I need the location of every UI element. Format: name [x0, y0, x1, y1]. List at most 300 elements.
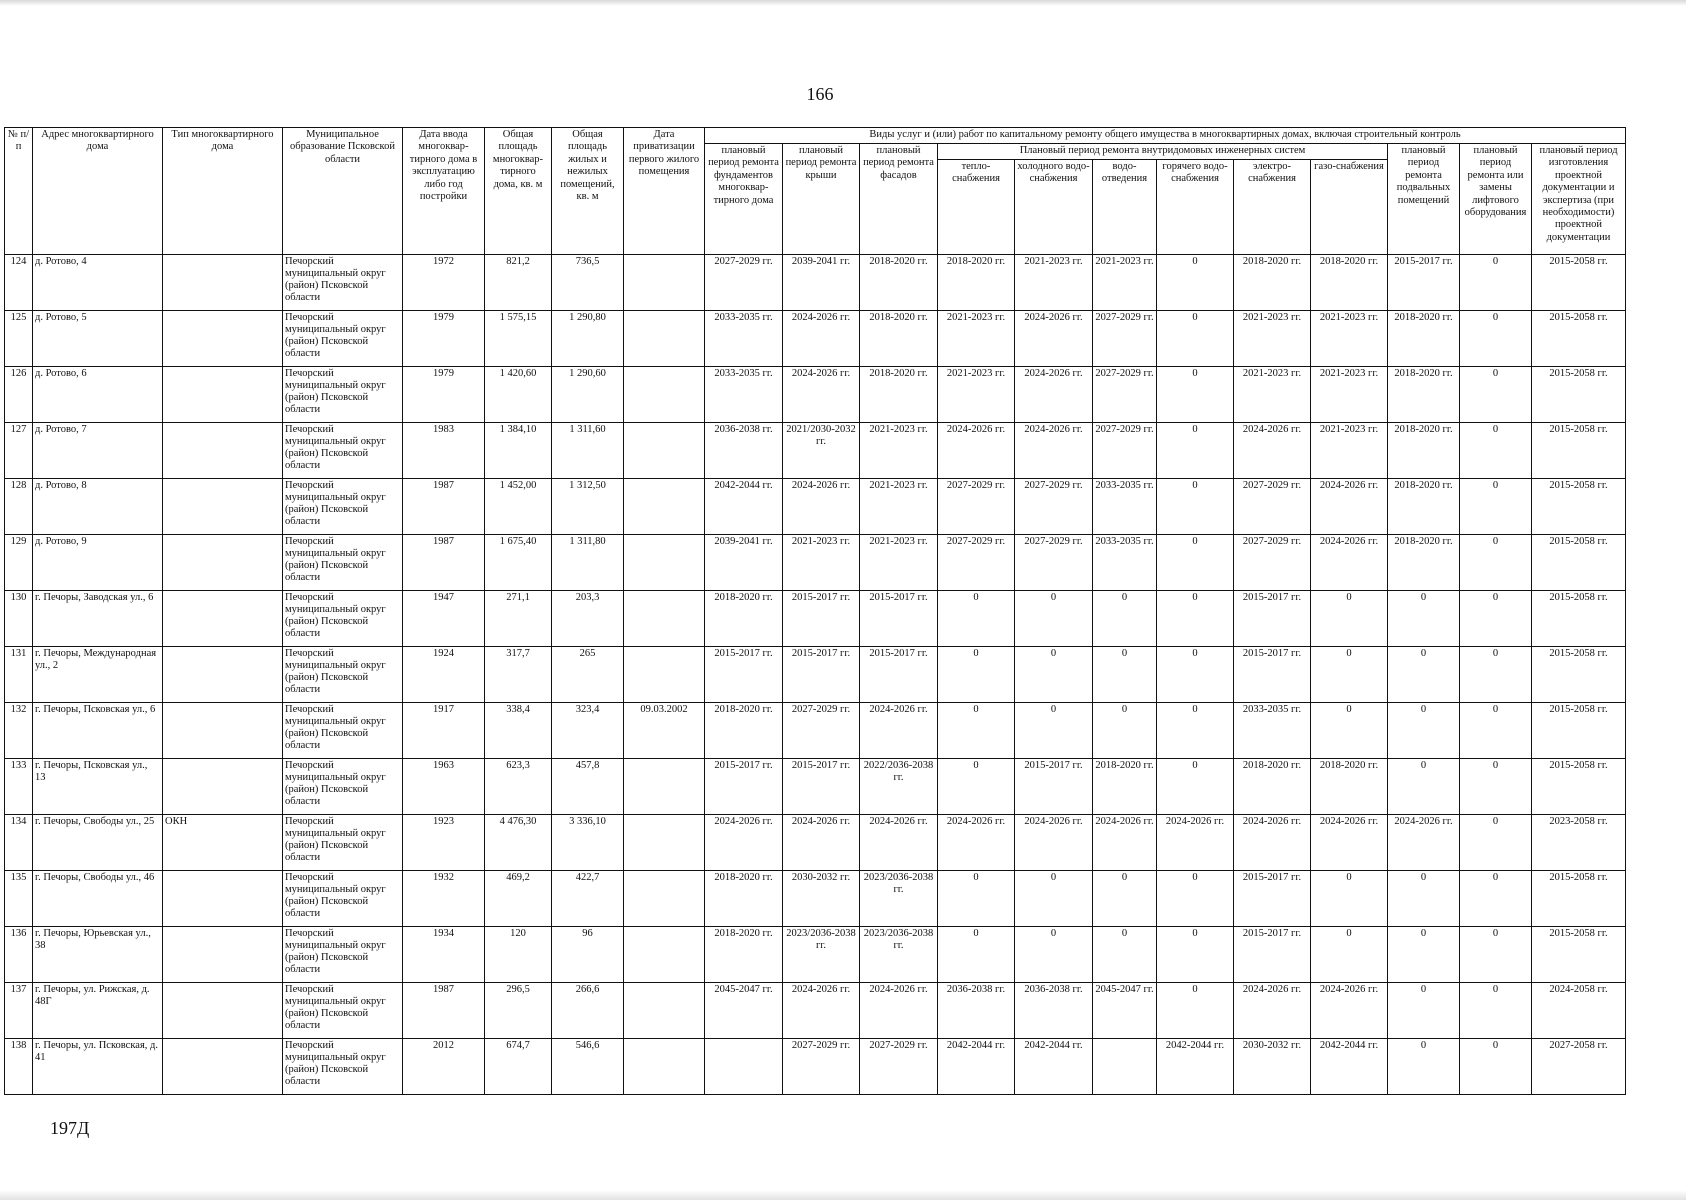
- cell-num: 136: [5, 927, 33, 983]
- cell-living-area: 265: [552, 647, 624, 703]
- cell-elevator: 0: [1460, 423, 1532, 479]
- cell-foundation: 2042-2044 гг.: [705, 479, 783, 535]
- cell-heat: 2018-2020 гг.: [938, 255, 1015, 311]
- cell-facade: 2024-2026 гг.: [860, 983, 938, 1039]
- header-type: Тип многоквартирного дома: [163, 128, 283, 255]
- cell-facade: 2022/2036-2038 гг.: [860, 759, 938, 815]
- cell-municipality: Печорский муниципальный округ (район) Псковской области: [283, 871, 403, 927]
- cell-hot-water: 0: [1157, 311, 1234, 367]
- cell-elevator: 0: [1460, 311, 1532, 367]
- cell-basement: 2018-2020 гг.: [1388, 479, 1460, 535]
- header-hot-water: горячего водо-снабжения: [1157, 160, 1234, 255]
- document-code: 197Д: [50, 1118, 90, 1138]
- cell-address: г. Печоры, Псковская ул., 13: [33, 759, 163, 815]
- cell-design: 2023-2058 гг.: [1532, 815, 1626, 871]
- cell-elevator: 0: [1460, 255, 1532, 311]
- cell-gas: 2042-2044 гг.: [1311, 1039, 1388, 1095]
- table-row: [5, 759, 1626, 815]
- cell-total-area: 821,2: [485, 255, 552, 311]
- cell-basement: 0: [1388, 591, 1460, 647]
- cell-living-area: 422,7: [552, 871, 624, 927]
- header-elevator: плановый период ремонта или замены лифтового оборудования: [1460, 144, 1532, 255]
- cell-gas: 0: [1311, 591, 1388, 647]
- cell-privatization: [624, 871, 705, 927]
- cell-heat: 0: [938, 703, 1015, 759]
- table-row: [5, 535, 1626, 591]
- cell-type: [163, 311, 283, 367]
- cell-roof: 2015-2017 гг.: [783, 591, 860, 647]
- cell-municipality: Печорский муниципальный округ (район) Псковской области: [283, 423, 403, 479]
- cell-total-area: 271,1: [485, 591, 552, 647]
- header-commission-date: Дата ввода многоквар-тирного дома в эксплуатацию либо год постройки: [403, 128, 485, 255]
- table-row: [5, 871, 1626, 927]
- cell-municipality: Печорский муниципальный округ (район) Псковской области: [283, 983, 403, 1039]
- header-foundation: плановый период ремонта фундаментов многоквар-тирного дома: [705, 144, 783, 255]
- cell-roof: 2039-2041 гг.: [783, 255, 860, 311]
- cell-heat: 0: [938, 759, 1015, 815]
- cell-total-area: 469,2: [485, 871, 552, 927]
- cell-address: д. Ротово, 7: [33, 423, 163, 479]
- cell-roof: 2023/2036-2038 гг.: [783, 927, 860, 983]
- cell-cold-water: 2027-2029 гг.: [1015, 535, 1093, 591]
- cell-municipality: Печорский муниципальный округ (район) Псковской области: [283, 759, 403, 815]
- cell-total-area: 317,7: [485, 647, 552, 703]
- cell-municipality: Печорский муниципальный округ (район) Псковской области: [283, 1039, 403, 1095]
- cell-privatization: [624, 815, 705, 871]
- header-services-group: Виды услуг и (или) работ по капитальному ремонту общего имущества в многоквартирных домах, включая строительный контроль: [705, 128, 1626, 144]
- cell-privatization: [624, 591, 705, 647]
- cell-foundation: 2018-2020 гг.: [705, 703, 783, 759]
- cell-foundation: 2018-2020 гг.: [705, 591, 783, 647]
- cell-cold-water: 2024-2026 гг.: [1015, 311, 1093, 367]
- cell-facade: 2024-2026 гг.: [860, 815, 938, 871]
- cell-hot-water: 0: [1157, 591, 1234, 647]
- cell-heat: 0: [938, 591, 1015, 647]
- cell-municipality: Печорский муниципальный округ (район) Псковской области: [283, 591, 403, 647]
- cell-address: г. Печоры, ул. Рижская, д. 48Г: [33, 983, 163, 1039]
- cell-drainage: 0: [1093, 927, 1157, 983]
- cell-basement: 0: [1388, 703, 1460, 759]
- cell-gas: 2021-2023 гг.: [1311, 311, 1388, 367]
- cell-gas: 2024-2026 гг.: [1311, 535, 1388, 591]
- cell-year: 1987: [403, 535, 485, 591]
- cell-hot-water: 0: [1157, 703, 1234, 759]
- cell-electric: 2015-2017 гг.: [1234, 647, 1311, 703]
- cell-living-area: 1 290,80: [552, 311, 624, 367]
- cell-design: 2015-2058 гг.: [1532, 367, 1626, 423]
- cell-total-area: 120: [485, 927, 552, 983]
- cell-num: 132: [5, 703, 33, 759]
- scan-edge-bottom: [0, 1190, 1686, 1200]
- cell-privatization: [624, 927, 705, 983]
- cell-roof: 2015-2017 гг.: [783, 647, 860, 703]
- cell-privatization: [624, 983, 705, 1039]
- cell-privatization: [624, 367, 705, 423]
- cell-gas: 0: [1311, 871, 1388, 927]
- cell-hot-water: 2042-2044 гг.: [1157, 1039, 1234, 1095]
- header-basement: плановый период ремонта подвальных помещений: [1388, 144, 1460, 255]
- cell-municipality: Печорский муниципальный округ (район) Псковской области: [283, 647, 403, 703]
- cell-living-area: 1 312,50: [552, 479, 624, 535]
- cell-elevator: 0: [1460, 367, 1532, 423]
- cell-year: 1934: [403, 927, 485, 983]
- cell-total-area: 1 384,10: [485, 423, 552, 479]
- cell-municipality: Печорский муниципальный округ (район) Псковской области: [283, 255, 403, 311]
- cell-hot-water: 0: [1157, 535, 1234, 591]
- cell-year: 1972: [403, 255, 485, 311]
- cell-foundation: 2024-2026 гг.: [705, 815, 783, 871]
- cell-cold-water: 2015-2017 гг.: [1015, 759, 1093, 815]
- cell-hot-water: 0: [1157, 759, 1234, 815]
- cell-year: 1963: [403, 759, 485, 815]
- cell-facade: 2018-2020 гг.: [860, 311, 938, 367]
- cell-municipality: Печорский муниципальный округ (район) Псковской области: [283, 311, 403, 367]
- cell-municipality: Печорский муниципальный округ (район) Псковской области: [283, 479, 403, 535]
- cell-type: [163, 479, 283, 535]
- cell-drainage: 2045-2047 гг.: [1093, 983, 1157, 1039]
- cell-facade: 2015-2017 гг.: [860, 647, 938, 703]
- cell-address: г. Печоры, ул. Псковская, д. 41: [33, 1039, 163, 1095]
- cell-design: 2015-2058 гг.: [1532, 871, 1626, 927]
- table-row: [5, 647, 1626, 703]
- cell-address: д. Ротово, 8: [33, 479, 163, 535]
- cell-drainage: 2027-2029 гг.: [1093, 423, 1157, 479]
- cell-address: д. Ротово, 5: [33, 311, 163, 367]
- cell-heat: 0: [938, 927, 1015, 983]
- cell-facade: 2024-2026 гг.: [860, 703, 938, 759]
- repair-program-table: [4, 127, 1626, 1095]
- header-living-area: Общая площадь жилых и нежилых помещений, кв. м: [552, 128, 624, 255]
- cell-foundation: 2018-2020 гг.: [705, 927, 783, 983]
- cell-foundation: [705, 1039, 783, 1095]
- cell-num: 129: [5, 535, 33, 591]
- table-row: [5, 367, 1626, 423]
- cell-drainage: 2033-2035 гг.: [1093, 479, 1157, 535]
- cell-year: 1923: [403, 815, 485, 871]
- cell-privatization: [624, 759, 705, 815]
- cell-basement: 0: [1388, 983, 1460, 1039]
- cell-year: 1983: [403, 423, 485, 479]
- header-address: Адрес многоквартирного дома: [33, 128, 163, 255]
- cell-privatization: [624, 535, 705, 591]
- cell-basement: 2018-2020 гг.: [1388, 535, 1460, 591]
- cell-electric: 2030-2032 гг.: [1234, 1039, 1311, 1095]
- table-row: [5, 983, 1626, 1039]
- cell-cold-water: 2027-2029 гг.: [1015, 479, 1093, 535]
- cell-num: 128: [5, 479, 33, 535]
- cell-design: 2015-2058 гг.: [1532, 759, 1626, 815]
- table-row: [5, 423, 1626, 479]
- header-design: плановый период изготовления проектной документации и экспертиза (при необходимости) проектной документации: [1532, 144, 1626, 255]
- cell-address: г. Печоры, Международная ул., 2: [33, 647, 163, 703]
- cell-basement: 2015-2017 гг.: [1388, 255, 1460, 311]
- cell-basement: 2018-2020 гг.: [1388, 423, 1460, 479]
- cell-living-area: 736,5: [552, 255, 624, 311]
- cell-design: 2027-2058 гг.: [1532, 1039, 1626, 1095]
- cell-cold-water: 0: [1015, 591, 1093, 647]
- cell-type: [163, 423, 283, 479]
- cell-type: [163, 535, 283, 591]
- cell-electric: 2033-2035 гг.: [1234, 703, 1311, 759]
- cell-drainage: 2027-2029 гг.: [1093, 367, 1157, 423]
- cell-living-area: 1 290,60: [552, 367, 624, 423]
- header-roof: плановый период ремонта крыши: [783, 144, 860, 255]
- header-gas: газо-снабжения: [1311, 160, 1388, 255]
- cell-privatization: 09.03.2002: [624, 703, 705, 759]
- cell-living-area: 96: [552, 927, 624, 983]
- cell-basement: 2018-2020 гг.: [1388, 311, 1460, 367]
- cell-municipality: Печорский муниципальный округ (район) Псковской области: [283, 535, 403, 591]
- cell-drainage: 0: [1093, 871, 1157, 927]
- header-total-area: Общая площадь многоквар-тирного дома, кв. м: [485, 128, 552, 255]
- cell-design: 2024-2058 гг.: [1532, 983, 1626, 1039]
- scan-edge-top: [0, 0, 1686, 6]
- cell-foundation: 2015-2017 гг.: [705, 647, 783, 703]
- cell-design: 2015-2058 гг.: [1532, 591, 1626, 647]
- cell-gas: 0: [1311, 927, 1388, 983]
- cell-electric: 2024-2026 гг.: [1234, 983, 1311, 1039]
- cell-facade: 2018-2020 гг.: [860, 367, 938, 423]
- cell-total-area: 623,3: [485, 759, 552, 815]
- table-row: [5, 591, 1626, 647]
- cell-address: г. Печоры, Юрьевская ул., 38: [33, 927, 163, 983]
- cell-hot-water: 0: [1157, 647, 1234, 703]
- cell-total-area: 1 420,60: [485, 367, 552, 423]
- cell-type: [163, 1039, 283, 1095]
- cell-cold-water: 2024-2026 гг.: [1015, 815, 1093, 871]
- cell-type: [163, 255, 283, 311]
- cell-privatization: [624, 1039, 705, 1095]
- cell-living-area: 457,8: [552, 759, 624, 815]
- cell-foundation: 2018-2020 гг.: [705, 871, 783, 927]
- cell-heat: 2021-2023 гг.: [938, 367, 1015, 423]
- cell-facade: 2021-2023 гг.: [860, 423, 938, 479]
- cell-drainage: 2021-2023 гг.: [1093, 255, 1157, 311]
- cell-drainage: 2024-2026 гг.: [1093, 815, 1157, 871]
- cell-cold-water: 2042-2044 гг.: [1015, 1039, 1093, 1095]
- cell-elevator: 0: [1460, 871, 1532, 927]
- cell-heat: 0: [938, 871, 1015, 927]
- cell-cold-water: 2036-2038 гг.: [1015, 983, 1093, 1039]
- cell-heat: 2027-2029 гг.: [938, 535, 1015, 591]
- cell-num: 138: [5, 1039, 33, 1095]
- page-number: 166: [806, 84, 834, 104]
- cell-heat: 2024-2026 гг.: [938, 815, 1015, 871]
- cell-num: 131: [5, 647, 33, 703]
- cell-heat: 2021-2023 гг.: [938, 311, 1015, 367]
- cell-num: 133: [5, 759, 33, 815]
- cell-gas: 0: [1311, 703, 1388, 759]
- cell-num: 134: [5, 815, 33, 871]
- cell-living-area: 203,3: [552, 591, 624, 647]
- cell-heat: 2024-2026 гг.: [938, 423, 1015, 479]
- table-row: [5, 815, 1626, 871]
- cell-gas: 2024-2026 гг.: [1311, 815, 1388, 871]
- cell-facade: 2023/2036-2038 гг.: [860, 927, 938, 983]
- cell-year: 2012: [403, 1039, 485, 1095]
- cell-year: 1924: [403, 647, 485, 703]
- cell-address: г. Печоры, Заводская ул., 6: [33, 591, 163, 647]
- cell-year: 1947: [403, 591, 485, 647]
- cell-basement: 0: [1388, 1039, 1460, 1095]
- cell-year: 1917: [403, 703, 485, 759]
- cell-foundation: 2033-2035 гг.: [705, 367, 783, 423]
- cell-privatization: [624, 423, 705, 479]
- cell-hot-water: 0: [1157, 367, 1234, 423]
- cell-basement: 2018-2020 гг.: [1388, 367, 1460, 423]
- cell-cold-water: 2024-2026 гг.: [1015, 423, 1093, 479]
- cell-elevator: 0: [1460, 815, 1532, 871]
- table-row: [5, 311, 1626, 367]
- cell-foundation: 2036-2038 гг.: [705, 423, 783, 479]
- cell-elevator: 0: [1460, 983, 1532, 1039]
- cell-cold-water: 0: [1015, 871, 1093, 927]
- header-cold-water: холодного водо-снабжения: [1015, 160, 1093, 255]
- cell-design: 2015-2058 гг.: [1532, 927, 1626, 983]
- cell-basement: 0: [1388, 647, 1460, 703]
- cell-address: г. Печоры, Свободы ул., 25: [33, 815, 163, 871]
- cell-gas: 2024-2026 гг.: [1311, 983, 1388, 1039]
- cell-drainage: 2033-2035 гг.: [1093, 535, 1157, 591]
- cell-municipality: Печорский муниципальный округ (район) Псковской области: [283, 927, 403, 983]
- cell-type: [163, 367, 283, 423]
- cell-elevator: 0: [1460, 647, 1532, 703]
- cell-privatization: [624, 311, 705, 367]
- cell-gas: 2018-2020 гг.: [1311, 759, 1388, 815]
- cell-foundation: 2039-2041 гг.: [705, 535, 783, 591]
- cell-total-area: 338,4: [485, 703, 552, 759]
- cell-living-area: 546,6: [552, 1039, 624, 1095]
- cell-year: 1932: [403, 871, 485, 927]
- cell-foundation: 2033-2035 гг.: [705, 311, 783, 367]
- cell-municipality: Печорский муниципальный округ (район) Псковской области: [283, 367, 403, 423]
- cell-roof: 2024-2026 гг.: [783, 367, 860, 423]
- cell-electric: 2021-2023 гг.: [1234, 367, 1311, 423]
- cell-type: [163, 759, 283, 815]
- cell-basement: 0: [1388, 927, 1460, 983]
- cell-heat: 2027-2029 гг.: [938, 479, 1015, 535]
- cell-total-area: 674,7: [485, 1039, 552, 1095]
- cell-cold-water: 0: [1015, 927, 1093, 983]
- cell-drainage: [1093, 1039, 1157, 1095]
- cell-elevator: 0: [1460, 591, 1532, 647]
- cell-roof: 2027-2029 гг.: [783, 703, 860, 759]
- cell-hot-water: 0: [1157, 983, 1234, 1039]
- cell-total-area: 296,5: [485, 983, 552, 1039]
- cell-address: г. Печоры, Псковская ул., 6: [33, 703, 163, 759]
- cell-hot-water: 2024-2026 гг.: [1157, 815, 1234, 871]
- table-row: [5, 255, 1626, 311]
- cell-address: д. Ротово, 9: [33, 535, 163, 591]
- cell-basement: 0: [1388, 871, 1460, 927]
- cell-facade: 2018-2020 гг.: [860, 255, 938, 311]
- cell-heat: 0: [938, 647, 1015, 703]
- header-electric: электро-снабжения: [1234, 160, 1311, 255]
- cell-year: 1979: [403, 367, 485, 423]
- cell-elevator: 0: [1460, 927, 1532, 983]
- cell-design: 2015-2058 гг.: [1532, 311, 1626, 367]
- cell-num: 124: [5, 255, 33, 311]
- cell-num: 126: [5, 367, 33, 423]
- cell-living-area: 1 311,80: [552, 535, 624, 591]
- cell-roof: 2024-2026 гг.: [783, 815, 860, 871]
- cell-living-area: 1 311,60: [552, 423, 624, 479]
- cell-design: 2015-2058 гг.: [1532, 423, 1626, 479]
- cell-cold-water: 0: [1015, 703, 1093, 759]
- table-row: [5, 927, 1626, 983]
- cell-roof: 2030-2032 гг.: [783, 871, 860, 927]
- cell-cold-water: 0: [1015, 647, 1093, 703]
- cell-type: ОКН: [163, 815, 283, 871]
- cell-living-area: 3 336,10: [552, 815, 624, 871]
- table-row: [5, 1039, 1626, 1095]
- header-facade: плановый период ремонта фасадов: [860, 144, 938, 255]
- cell-facade: 2021-2023 гг.: [860, 479, 938, 535]
- table-row: [5, 703, 1626, 759]
- cell-living-area: 266,6: [552, 983, 624, 1039]
- cell-roof: 2021/2030-2032 гг.: [783, 423, 860, 479]
- cell-year: 1979: [403, 311, 485, 367]
- cell-gas: 2021-2023 гг.: [1311, 423, 1388, 479]
- cell-roof: 2024-2026 гг.: [783, 983, 860, 1039]
- cell-electric: 2015-2017 гг.: [1234, 927, 1311, 983]
- header-drainage: водо-отведения: [1093, 160, 1157, 255]
- cell-foundation: 2015-2017 гг.: [705, 759, 783, 815]
- cell-drainage: 0: [1093, 591, 1157, 647]
- cell-num: 135: [5, 871, 33, 927]
- cell-year: 1987: [403, 479, 485, 535]
- cell-num: 125: [5, 311, 33, 367]
- cell-design: 2015-2058 гг.: [1532, 703, 1626, 759]
- cell-gas: 2021-2023 гг.: [1311, 367, 1388, 423]
- cell-gas: 0: [1311, 647, 1388, 703]
- cell-total-area: 1 452,00: [485, 479, 552, 535]
- cell-foundation: 2045-2047 гг.: [705, 983, 783, 1039]
- cell-total-area: 1 575,15: [485, 311, 552, 367]
- cell-design: 2015-2058 гг.: [1532, 479, 1626, 535]
- header-heat: тепло-снабжения: [938, 160, 1015, 255]
- cell-privatization: [624, 647, 705, 703]
- cell-municipality: Печорский муниципальный округ (район) Псковской области: [283, 815, 403, 871]
- cell-privatization: [624, 255, 705, 311]
- table-row: [5, 479, 1626, 535]
- cell-facade: 2023/2036-2038 гг.: [860, 871, 938, 927]
- cell-drainage: 0: [1093, 703, 1157, 759]
- cell-hot-water: 0: [1157, 423, 1234, 479]
- header-systems-group: Плановый период ремонта внутридомовых инженерных систем: [938, 144, 1388, 160]
- cell-drainage: 2018-2020 гг.: [1093, 759, 1157, 815]
- cell-num: 137: [5, 983, 33, 1039]
- cell-gas: 2024-2026 гг.: [1311, 479, 1388, 535]
- cell-cold-water: 2021-2023 гг.: [1015, 255, 1093, 311]
- cell-drainage: 2027-2029 гг.: [1093, 311, 1157, 367]
- cell-num: 127: [5, 423, 33, 479]
- cell-electric: 2024-2026 гг.: [1234, 423, 1311, 479]
- cell-type: [163, 983, 283, 1039]
- cell-electric: 2024-2026 гг.: [1234, 815, 1311, 871]
- header-municipality: Муниципальное образование Псковской области: [283, 128, 403, 255]
- header-num: № п/п: [5, 128, 33, 255]
- cell-address: г. Печоры, Свободы ул., 46: [33, 871, 163, 927]
- cell-basement: 0: [1388, 759, 1460, 815]
- cell-hot-water: 0: [1157, 255, 1234, 311]
- cell-municipality: Печорский муниципальный округ (район) Псковской области: [283, 703, 403, 759]
- cell-hot-water: 0: [1157, 927, 1234, 983]
- cell-privatization: [624, 479, 705, 535]
- cell-total-area: 1 675,40: [485, 535, 552, 591]
- cell-gas: 2018-2020 гг.: [1311, 255, 1388, 311]
- cell-design: 2015-2058 гг.: [1532, 647, 1626, 703]
